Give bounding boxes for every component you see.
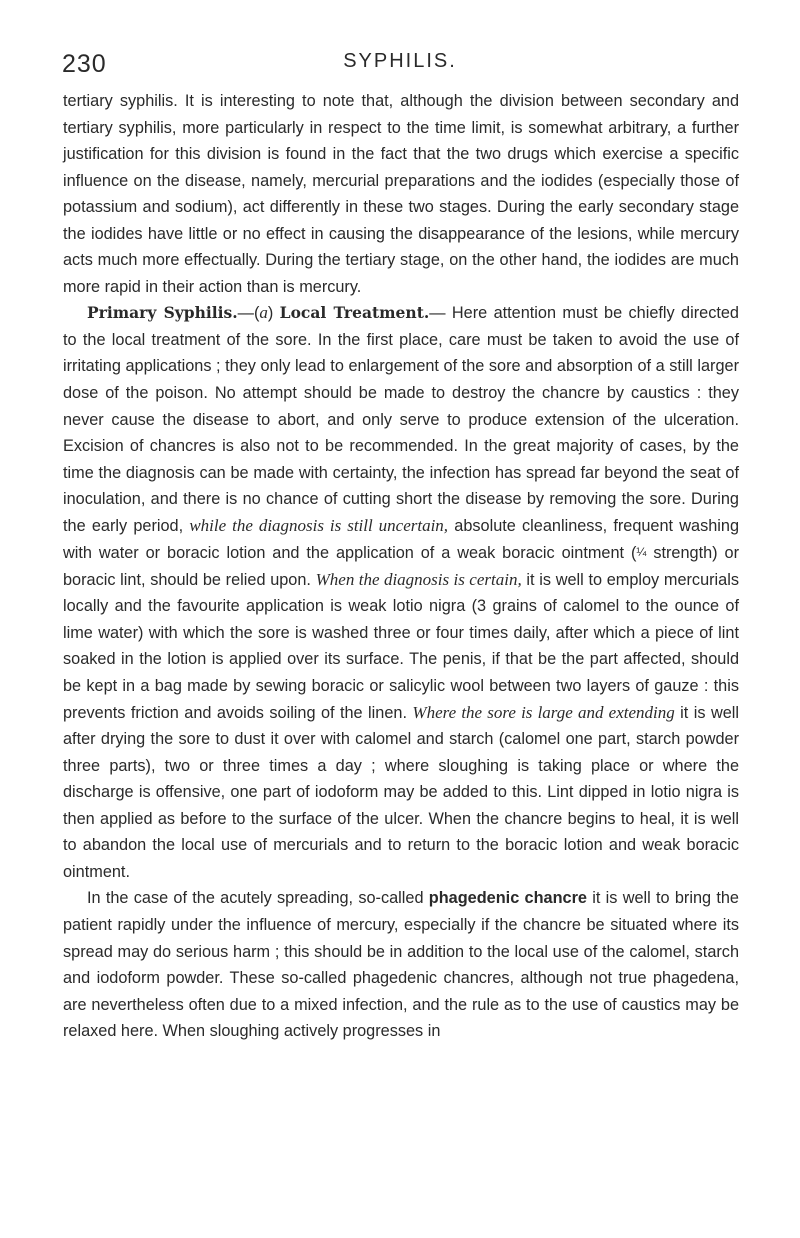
subsection-heading: Local Treatment. — [279, 303, 430, 323]
emphasis-text: while the diagnosis is still uncertain, — [189, 515, 449, 535]
page-number: 230 — [62, 50, 107, 78]
text-run: In the case of the acutely spreading, so-called — [87, 889, 429, 908]
subsection-letter: a — [259, 303, 268, 323]
fraction: ¼ — [636, 545, 647, 560]
text-run: it is well to bring the patient rapidly under the influence of mercury, especially if the chancre be situated where its spread may do serious harm ; this should be in addition to the local use of the calomel, starch and iodoform powder. These so-called phagedenic chancres, although not true phagedena, are nevertheless often due to a mixed infection, and the rule as to the use of caustics may be relaxed here. When sloughing actively progresses in — [63, 889, 739, 1041]
section-heading: Primary Syphilis. — [87, 303, 238, 323]
text-run: it is well after drying the sore to dust it over with calomel and starch (calomel one part, starch powder three parts), two or three times a day ; where sloughing is taking place or where the discharge is offensive, one part of iodoform may be added to this. Lint dipped in lotio nigra is then applied as before to the surface of the ulcer. When the chancre begins to heal, it is well to abandon the local use of mercurials and to return to the boracic lotion and weak boracic ointment. — [63, 703, 739, 881]
running-head — [62, 40, 738, 80]
paragraph-phagedenic-chancre — [63, 885, 739, 1044]
body-text — [63, 88, 739, 1045]
bold-term: phagedenic chancre — [428, 889, 587, 908]
running-title: SYPHILIS. — [343, 50, 457, 72]
heading-dash: —( — [237, 304, 260, 323]
text-run: absolute cleanliness, frequent washing with water or boracic lotion and the application of a weak boracic ointment ( — [63, 516, 740, 563]
emphasis-text: When the diagnosis is certain, — [315, 569, 522, 589]
emphasis-text: Where the sore is large and extending — [412, 702, 675, 722]
paragraph-primary-syphilis — [63, 300, 739, 885]
text-run: — Here attention must be chiefly directed to the local treatment of the sore. In the first place, care must be taken to avoid the use of irritating applications ; they only lead to enlargement of the sore and absorption of a still larger dose of the poison. No attempt should be made to destroy the chancre by caustics : they never cause the disease to abort, and only serve to produce extension of the ulceration. Excision of chancres is also not to be recommended. In the great majority of cases, by the time the diagnosis can be made with certainty, the infection has spread far beyond the seat of inoculation, and there is no chance of cutting short the disease by removing the sore. During the early period, — [63, 304, 739, 535]
text-run: strength) or boracic lint, should be relied upon. — [63, 544, 739, 589]
text-run: it is well to employ mercurials locally and the favourite application is weak lotio nigra (3 grains of calomel to the ounce of lime water) with which the sore is washed three or four times daily, after which a piece of lint soaked in the lotion is applied over its surface. The penis, if that be the part affected, should be kept in a bag made by sewing boracic or salicylic wool between two layers of gauze : this prevents friction and avoids soiling of the linen. — [63, 570, 739, 722]
paragraph-text: tertiary syphilis. It is interesting to note that, although the division between secondary and tertiary syphilis, more particularly in respect to the time limit, is somewhat arbitrary, a further justification for this division is found in the fact that the two drugs which exercise a specific influence on the disease, namely, mercurial preparations and the iodides (especially those of potassium and sodium), act differently in these two stages. During the early secondary stage the iodides have little or no effect in causing the disappearance of the lesions, while mercury acts much more effectually. During the tertiary stage, on the other hand, the iodides are much more rapid in their action than is mercury. — [63, 92, 739, 296]
paragraph-tertiary-note — [63, 88, 739, 300]
heading-close-paren: ) — [267, 304, 274, 323]
